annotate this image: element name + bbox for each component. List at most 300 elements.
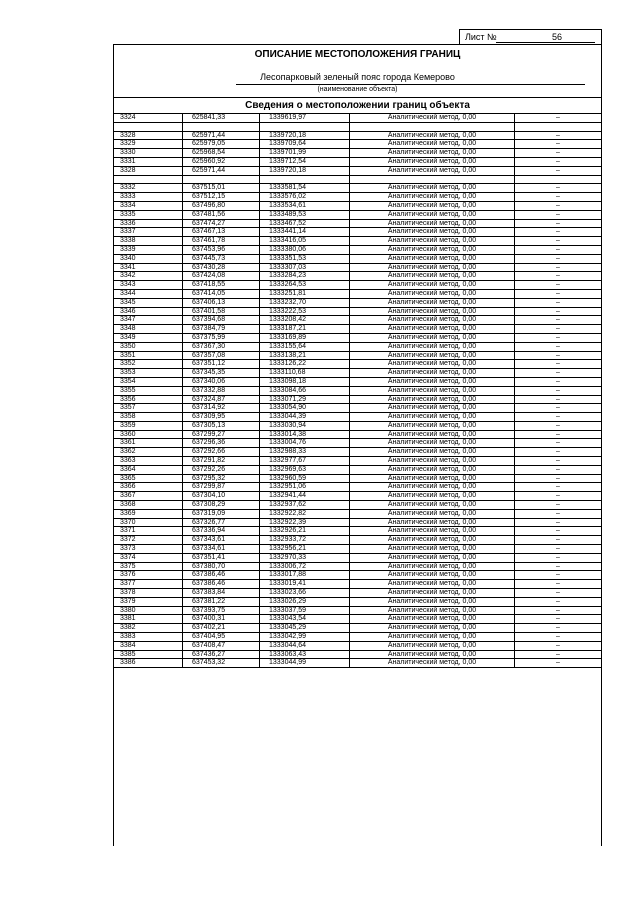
y-coordinate-cell: 1333264,53 (259, 281, 349, 289)
method-cell: Аналитический метод, 0,00 (349, 114, 514, 122)
y-coordinate-cell: 1333307,03 (259, 264, 349, 272)
point-number-cell: 3329 (113, 140, 182, 148)
point-number-cell: 3330 (113, 149, 182, 157)
y-coordinate-cell: 1333351,53 (259, 255, 349, 263)
table-row (113, 598, 602, 607)
method-cell: Аналитический метод, 0,00 (349, 299, 514, 307)
method-cell: Аналитический метод, 0,00 (349, 563, 514, 571)
note-cell: – (514, 571, 602, 579)
x-coordinate-cell: 637418,55 (182, 281, 259, 289)
point-number-cell: 3341 (113, 264, 182, 272)
note-cell: – (514, 527, 602, 535)
x-coordinate-cell: 637305,13 (182, 422, 259, 430)
y-coordinate-cell: 1332960,59 (259, 475, 349, 483)
sheet-underline (496, 42, 595, 43)
x-coordinate-cell: 637474,27 (182, 220, 259, 228)
method-cell: Аналитический метод, 0,00 (349, 598, 514, 606)
y-coordinate-cell: 1333232,70 (259, 299, 349, 307)
y-coordinate-cell: 1333169,89 (259, 334, 349, 342)
y-coordinate-cell: 1332922,39 (259, 519, 349, 527)
table-row (113, 237, 602, 246)
x-coordinate-cell: 625968,54 (182, 149, 259, 157)
sheet-label: Лист № (465, 32, 497, 42)
table-row (113, 343, 602, 352)
point-number-cell: 3344 (113, 290, 182, 298)
method-cell: Аналитический метод, 0,00 (349, 501, 514, 509)
table-row (113, 158, 602, 167)
table-row (113, 554, 602, 563)
y-coordinate-cell: 1333581,54 (259, 184, 349, 192)
y-coordinate-cell: 1333044,99 (259, 659, 349, 667)
method-cell: Аналитический метод, 0,00 (349, 642, 514, 650)
table-row (113, 387, 602, 396)
note-cell: – (514, 378, 602, 386)
point-number-cell: 3379 (113, 598, 182, 606)
note-cell: – (514, 510, 602, 518)
note-cell: – (514, 228, 602, 236)
point-number-cell: 3366 (113, 483, 182, 491)
note-cell (514, 123, 602, 131)
y-coordinate-cell: 1333006,72 (259, 563, 349, 571)
note-cell: – (514, 598, 602, 606)
note-cell: – (514, 404, 602, 412)
method-cell: Аналитический метод, 0,00 (349, 211, 514, 219)
y-coordinate-cell: 1333187,21 (259, 325, 349, 333)
x-coordinate-cell: 637384,79 (182, 325, 259, 333)
method-cell: Аналитический метод, 0,00 (349, 413, 514, 421)
note-cell: – (514, 237, 602, 245)
y-coordinate-cell: 1332926,21 (259, 527, 349, 535)
table-row (113, 272, 602, 281)
table-row (113, 123, 602, 132)
note-cell: – (514, 281, 602, 289)
note-cell: – (514, 519, 602, 527)
y-coordinate-cell: 1333251,81 (259, 290, 349, 298)
x-coordinate-cell: 637336,94 (182, 527, 259, 535)
point-number-cell: 3383 (113, 633, 182, 641)
point-number-cell: 3348 (113, 325, 182, 333)
table-row (113, 140, 602, 149)
table-row (113, 325, 602, 334)
x-coordinate-cell: 637309,95 (182, 413, 259, 421)
note-cell: – (514, 448, 602, 456)
x-coordinate-cell: 637340,06 (182, 378, 259, 386)
table-row (113, 281, 602, 290)
table-row (113, 413, 602, 422)
method-cell: Аналитический метод, 0,00 (349, 554, 514, 562)
x-coordinate-cell: 637515,01 (182, 184, 259, 192)
method-cell: Аналитический метод, 0,00 (349, 378, 514, 386)
y-coordinate-cell: 1333155,64 (259, 343, 349, 351)
note-cell: – (514, 607, 602, 615)
x-coordinate-cell: 637304,10 (182, 492, 259, 500)
y-coordinate-cell: 1333023,66 (259, 589, 349, 597)
y-coordinate-cell: 1332922,82 (259, 510, 349, 518)
point-number-cell: 3342 (113, 272, 182, 280)
object-name-caption: (наименование объекта) (317, 86, 398, 93)
note-cell: – (514, 439, 602, 447)
x-coordinate-cell: 637324,87 (182, 396, 259, 404)
note-cell: – (514, 475, 602, 483)
note-cell: – (514, 633, 602, 641)
note-cell: – (514, 114, 602, 122)
point-number-cell: 3374 (113, 554, 182, 562)
point-number-cell: 3367 (113, 492, 182, 500)
x-coordinate-cell: 637291,82 (182, 457, 259, 465)
table-row (113, 519, 602, 528)
method-cell: Аналитический метод, 0,00 (349, 360, 514, 368)
y-coordinate-cell: 1333044,64 (259, 642, 349, 650)
table-row (113, 334, 602, 343)
x-coordinate-cell: 637357,08 (182, 352, 259, 360)
table-row (113, 264, 602, 273)
table-row (113, 633, 602, 642)
note-cell: – (514, 352, 602, 360)
x-coordinate-cell (182, 123, 259, 131)
point-number-cell: 3361 (113, 439, 182, 447)
table-row (113, 422, 602, 431)
table-row (113, 439, 602, 448)
point-number-cell: 3362 (113, 448, 182, 456)
table-row (113, 448, 602, 457)
point-number-cell (113, 176, 182, 184)
note-cell: – (514, 211, 602, 219)
note-cell: – (514, 140, 602, 148)
x-coordinate-cell: 637380,70 (182, 563, 259, 571)
x-coordinate-cell: 625971,44 (182, 167, 259, 175)
x-coordinate-cell: 625971,44 (182, 132, 259, 140)
y-coordinate-cell: 1332977,67 (259, 457, 349, 465)
note-cell: – (514, 501, 602, 509)
y-coordinate-cell: 1333138,21 (259, 352, 349, 360)
x-coordinate-cell: 637343,61 (182, 536, 259, 544)
note-cell: – (514, 325, 602, 333)
point-number-cell: 3328 (113, 167, 182, 175)
point-number-cell: 3328 (113, 132, 182, 140)
method-cell: Аналитический метод, 0,00 (349, 527, 514, 535)
method-cell: Аналитический метод, 0,00 (349, 308, 514, 316)
sheet-number: 56 (552, 32, 563, 42)
method-cell: Аналитический метод, 0,00 (349, 466, 514, 474)
point-number-cell: 3365 (113, 475, 182, 483)
table-row (113, 114, 602, 123)
method-cell: Аналитический метод, 0,00 (349, 264, 514, 272)
note-cell: – (514, 554, 602, 562)
method-cell: Аналитический метод, 0,00 (349, 589, 514, 597)
point-number-cell: 3340 (113, 255, 182, 263)
y-coordinate-cell: 1332933,72 (259, 536, 349, 544)
method-cell: Аналитический метод, 0,00 (349, 404, 514, 412)
y-coordinate-cell: 1333284,23 (259, 272, 349, 280)
x-coordinate-cell: 637453,96 (182, 246, 259, 254)
point-number-cell: 3352 (113, 360, 182, 368)
note-cell: – (514, 246, 602, 254)
y-coordinate-cell: 1333222,53 (259, 308, 349, 316)
note-cell: – (514, 158, 602, 166)
table-row (113, 132, 602, 141)
method-cell: Аналитический метод, 0,00 (349, 483, 514, 491)
point-number-cell: 3359 (113, 422, 182, 430)
point-number-cell (113, 123, 182, 131)
note-cell: – (514, 431, 602, 439)
x-coordinate-cell: 637436,27 (182, 651, 259, 659)
x-coordinate-cell: 637401,58 (182, 308, 259, 316)
note-cell: – (514, 387, 602, 395)
x-coordinate-cell: 637393,75 (182, 607, 259, 615)
x-coordinate-cell: 637351,12 (182, 360, 259, 368)
y-coordinate-cell: 1333054,90 (259, 404, 349, 412)
note-cell: – (514, 255, 602, 263)
point-number-cell: 3332 (113, 184, 182, 192)
x-coordinate-cell: 637319,09 (182, 510, 259, 518)
point-number-cell: 3339 (113, 246, 182, 254)
method-cell: Аналитический метод, 0,00 (349, 140, 514, 148)
point-number-cell: 3350 (113, 343, 182, 351)
table-row (113, 352, 602, 361)
y-coordinate-cell: 1333534,61 (259, 202, 349, 210)
point-number-cell: 3345 (113, 299, 182, 307)
table-row (113, 404, 602, 413)
table-row (113, 167, 602, 176)
y-coordinate-cell: 1333098,18 (259, 378, 349, 386)
point-number-cell: 3375 (113, 563, 182, 571)
note-cell: – (514, 184, 602, 192)
y-coordinate-cell: 1332969,63 (259, 466, 349, 474)
point-number-cell: 3378 (113, 589, 182, 597)
method-cell: Аналитический метод, 0,00 (349, 396, 514, 404)
method-cell: Аналитический метод, 0,00 (349, 149, 514, 157)
x-coordinate-cell: 637332,88 (182, 387, 259, 395)
y-coordinate-cell: 1333467,52 (259, 220, 349, 228)
point-number-cell: 3347 (113, 316, 182, 324)
table-row (113, 246, 602, 255)
note-cell: – (514, 316, 602, 324)
y-coordinate-cell: 1333489,53 (259, 211, 349, 219)
table-row (113, 211, 602, 220)
method-cell: Аналитический метод, 0,00 (349, 571, 514, 579)
method-cell: Аналитический метод, 0,00 (349, 457, 514, 465)
point-number-cell: 3363 (113, 457, 182, 465)
x-coordinate-cell: 637461,78 (182, 237, 259, 245)
x-coordinate-cell: 637453,32 (182, 659, 259, 667)
x-coordinate-cell: 637414,05 (182, 290, 259, 298)
point-number-cell: 3338 (113, 237, 182, 245)
note-cell: – (514, 651, 602, 659)
table-row (113, 615, 602, 624)
x-coordinate-cell: 637481,56 (182, 211, 259, 219)
note-cell: – (514, 334, 602, 342)
method-cell: Аналитический метод, 0,00 (349, 422, 514, 430)
method-cell: Аналитический метод, 0,00 (349, 246, 514, 254)
table-row (113, 457, 602, 466)
y-coordinate-cell: 1339712,54 (259, 158, 349, 166)
method-cell: Аналитический метод, 0,00 (349, 334, 514, 342)
table-row (113, 580, 602, 589)
table-row (113, 228, 602, 237)
y-coordinate-cell: 1332937,62 (259, 501, 349, 509)
x-coordinate-cell: 637314,92 (182, 404, 259, 412)
y-coordinate-cell: 1333043,54 (259, 615, 349, 623)
object-name: Лесопарковый зеленый пояс города Кемерово (260, 72, 455, 82)
point-number-cell: 3376 (113, 571, 182, 579)
point-number-cell: 3324 (113, 114, 182, 122)
point-number-cell: 3351 (113, 352, 182, 360)
x-coordinate-cell: 637394,68 (182, 316, 259, 324)
table-row (113, 149, 602, 158)
y-coordinate-cell: 1332951,06 (259, 483, 349, 491)
y-coordinate-cell (259, 123, 349, 131)
x-coordinate-cell: 637326,77 (182, 519, 259, 527)
table-row (113, 642, 602, 651)
table-row (113, 527, 602, 536)
method-cell: Аналитический метод, 0,00 (349, 202, 514, 210)
point-number-cell: 3353 (113, 369, 182, 377)
x-coordinate-cell: 637292,26 (182, 466, 259, 474)
note-cell: – (514, 149, 602, 157)
x-coordinate-cell: 637408,47 (182, 642, 259, 650)
x-coordinate-cell: 637295,32 (182, 475, 259, 483)
table-row (113, 396, 602, 405)
method-cell: Аналитический метод, 0,00 (349, 193, 514, 201)
y-coordinate-cell (259, 176, 349, 184)
y-coordinate-cell: 1332956,21 (259, 545, 349, 553)
note-cell: – (514, 167, 602, 175)
note-cell: – (514, 642, 602, 650)
section-heading: Сведения о местоположении границ объекта (113, 97, 602, 114)
table-row (113, 193, 602, 202)
point-number-cell: 3346 (113, 308, 182, 316)
x-coordinate-cell: 637430,28 (182, 264, 259, 272)
y-coordinate-cell: 1333441,14 (259, 228, 349, 236)
method-cell (349, 176, 514, 184)
x-coordinate-cell: 637308,29 (182, 501, 259, 509)
y-coordinate-cell: 1333044,39 (259, 413, 349, 421)
method-cell: Аналитический метод, 0,00 (349, 255, 514, 263)
y-coordinate-cell: 1333014,38 (259, 431, 349, 439)
method-cell: Аналитический метод, 0,00 (349, 448, 514, 456)
x-coordinate-cell: 637404,95 (182, 633, 259, 641)
table-row (113, 176, 602, 185)
method-cell: Аналитический метод, 0,00 (349, 281, 514, 289)
point-number-cell: 3364 (113, 466, 182, 474)
point-number-cell: 3354 (113, 378, 182, 386)
x-coordinate-cell (182, 176, 259, 184)
method-cell: Аналитический метод, 0,00 (349, 607, 514, 615)
y-coordinate-cell: 1333126,22 (259, 360, 349, 368)
y-coordinate-cell: 1333071,29 (259, 396, 349, 404)
object-name-underline (236, 84, 585, 85)
x-coordinate-cell: 625841,33 (182, 114, 259, 122)
note-cell: – (514, 299, 602, 307)
point-number-cell: 3381 (113, 615, 182, 623)
note-cell: – (514, 369, 602, 377)
table-row (113, 202, 602, 211)
x-coordinate-cell: 637445,73 (182, 255, 259, 263)
point-number-cell: 3355 (113, 387, 182, 395)
x-coordinate-cell: 637383,84 (182, 589, 259, 597)
point-number-cell: 3337 (113, 228, 182, 236)
table-row (113, 492, 602, 501)
y-coordinate-cell: 1339720,18 (259, 167, 349, 175)
point-number-cell: 3334 (113, 202, 182, 210)
y-coordinate-cell: 1339701,99 (259, 149, 349, 157)
note-cell: – (514, 615, 602, 623)
table-row (113, 659, 602, 668)
point-number-cell: 3386 (113, 659, 182, 667)
coordinates-table (113, 114, 602, 668)
point-number-cell: 3331 (113, 158, 182, 166)
x-coordinate-cell: 637424,08 (182, 272, 259, 280)
table-row (113, 369, 602, 378)
method-cell: Аналитический метод, 0,00 (349, 325, 514, 333)
table-row (113, 220, 602, 229)
table-row (113, 651, 602, 660)
method-cell: Аналитический метод, 0,00 (349, 633, 514, 641)
x-coordinate-cell: 637375,99 (182, 334, 259, 342)
y-coordinate-cell: 1333042,99 (259, 633, 349, 641)
note-cell (514, 176, 602, 184)
note-cell: – (514, 396, 602, 404)
method-cell: Аналитический метод, 0,00 (349, 580, 514, 588)
method-cell: Аналитический метод, 0,00 (349, 439, 514, 447)
method-cell: Аналитический метод, 0,00 (349, 369, 514, 377)
y-coordinate-cell: 1339619,97 (259, 114, 349, 122)
method-cell: Аналитический метод, 0,00 (349, 659, 514, 667)
point-number-cell: 3349 (113, 334, 182, 342)
table-row (113, 483, 602, 492)
method-cell: Аналитический метод, 0,00 (349, 158, 514, 166)
y-coordinate-cell: 1333017,88 (259, 571, 349, 579)
note-cell: – (514, 624, 602, 632)
x-coordinate-cell: 637467,13 (182, 228, 259, 236)
y-coordinate-cell: 1339720,18 (259, 132, 349, 140)
table-row (113, 466, 602, 475)
table-row (113, 624, 602, 633)
note-cell: – (514, 290, 602, 298)
note-cell: – (514, 202, 602, 210)
method-cell: Аналитический метод, 0,00 (349, 492, 514, 500)
point-number-cell: 3370 (113, 519, 182, 527)
note-cell: – (514, 360, 602, 368)
note-cell: – (514, 545, 602, 553)
x-coordinate-cell: 637299,87 (182, 483, 259, 491)
method-cell: Аналитический метод, 0,00 (349, 545, 514, 553)
point-number-cell: 3360 (113, 431, 182, 439)
x-coordinate-cell: 637400,31 (182, 615, 259, 623)
method-cell: Аналитический метод, 0,00 (349, 651, 514, 659)
point-number-cell: 3369 (113, 510, 182, 518)
note-cell: – (514, 536, 602, 544)
x-coordinate-cell: 637292,66 (182, 448, 259, 456)
note-cell: – (514, 659, 602, 667)
point-number-cell: 3335 (113, 211, 182, 219)
note-cell: – (514, 483, 602, 491)
x-coordinate-cell: 625979,05 (182, 140, 259, 148)
point-number-cell: 3371 (113, 527, 182, 535)
point-number-cell: 3368 (113, 501, 182, 509)
sheet-number-box (459, 29, 602, 44)
note-cell: – (514, 580, 602, 588)
x-coordinate-cell: 637496,80 (182, 202, 259, 210)
note-cell: – (514, 264, 602, 272)
table-row (113, 589, 602, 598)
point-number-cell: 3358 (113, 413, 182, 421)
x-coordinate-cell: 637296,36 (182, 439, 259, 447)
y-coordinate-cell: 1333110,68 (259, 369, 349, 377)
point-number-cell: 3377 (113, 580, 182, 588)
table-row (113, 360, 602, 369)
y-coordinate-cell: 1333045,29 (259, 624, 349, 632)
